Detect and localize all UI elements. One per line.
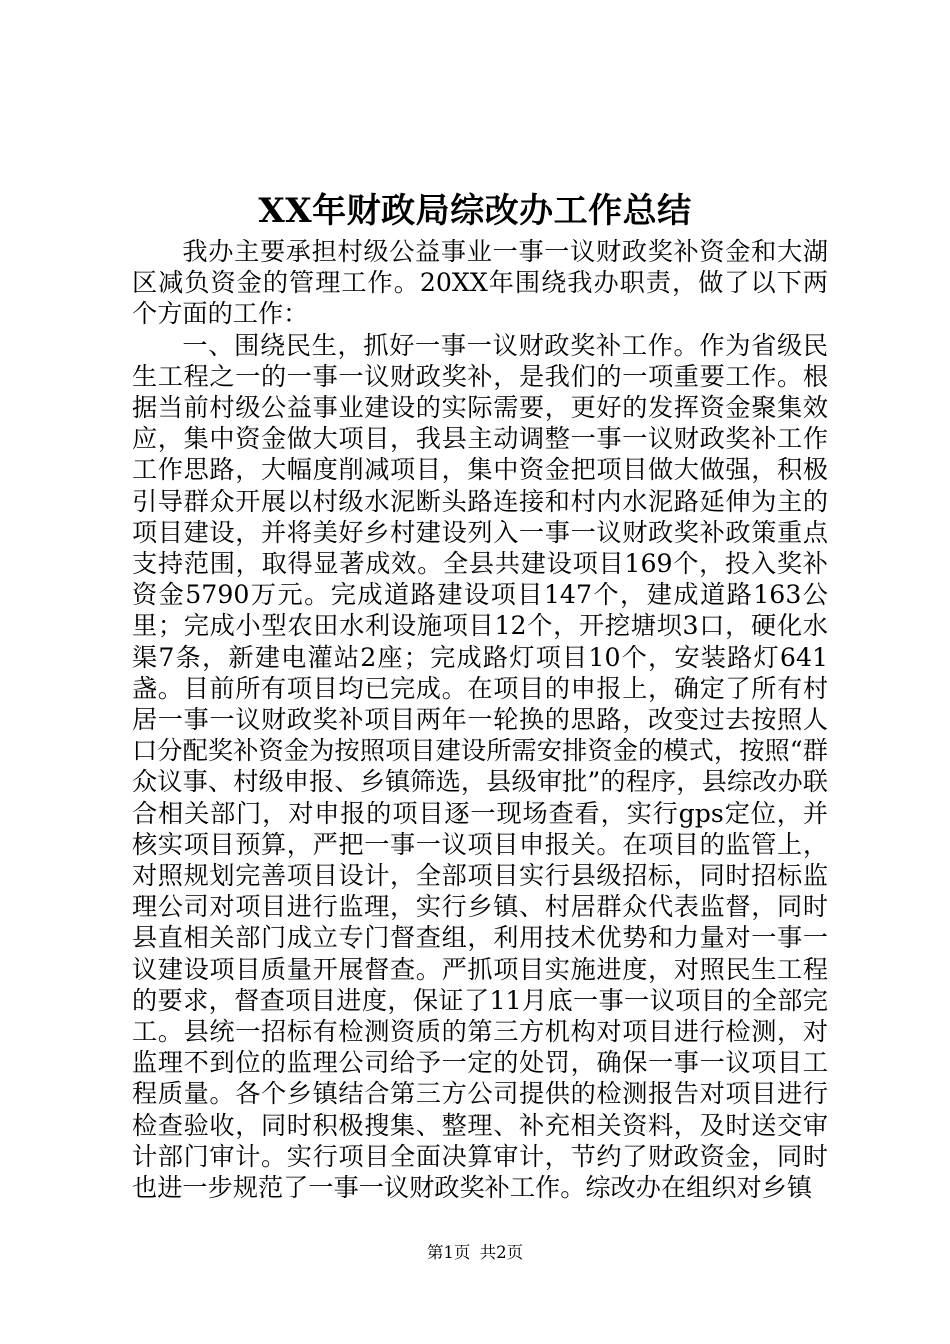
paragraph-section-one: 一、围绕民生，抓好一事一议财政奖补工作。作为省级民生工程之一的一事一议财政奖补，是我们的一项重要工作。根据当前村级公益事业建设的实际需要，更好的发挥资金聚集效应，集中资金做大项目，我县主动调整一事一议财政奖补工作工作思路，大幅度削减项目，集中资金把项目做大做强，积极引导群众开展以村级水泥断头路连接和村内水泥路延伸为主的项目建设，并将美好乡村建设列入一事一议财政奖补政策重点支持范围，取得显著成效。全县共建设项目169个，投入奖补资金5790万元。完成道路建设项目147个，建成道路163公里；完成小型农田水利设施项目12个，开挖塘坝3口，硬化水渠7条，新建电灌站2座；完成路灯项目10个，安装路灯641盏。目前所有项目均已完成。在项目的申报上，确定了所有村居一事一议财政奖补项目两年一轮换的思路，改变过去按照人口分配奖补资金为按照项目建设所需安排资金的模式，按照“群众议事、村级申报、乡镇筛选，县级审批”的程序，县综改办联合相关部门，对申报的项目逐一现场查看，实行gps定位，并核实项目预算，严把一事一议项目申报关。在项目的监管上，对照规划完善项目设计，全部项目实行县级招标，同时招标监理公司对项目进行监理，实行乡镇、村居群众代表监督，同时县直相关部门成立专门督查组，利用技术优势和力量对一事一议建设项目质量开展督查。严抓项目实施进度，对照民生工程的要求，督查项目进度，保证了11月底一事一议项目的全部完工。县统一招标有检测资质的第三方机构对项目进行检测，对监理不到位的监理公司给予一定的处罚，确保一事一议项目工程质量。各个乡镇结合第三方公司提供的检测报告对项目进行检查验收，同时积极搜集、整理、补充相关资料，及时送交审计部门审计。实行项目全面决算审计，节约了财政资金，同时也进一步规范了一事一议财政奖补工作。综改办在组织对乡镇 xyxy=(132,330,828,1203)
page-footer: 第1页 共2页 xyxy=(426,1243,524,1262)
document-body xyxy=(132,236,828,1203)
document-title: XX年财政局综改办工作总结 xyxy=(258,191,692,231)
paragraph-intro: 我办主要承担村级公益事业一事一议财政奖补资金和大湖区减负资金的管理工作。20XX年围绕我办职责，做了以下两个方面的工作： xyxy=(132,237,828,329)
